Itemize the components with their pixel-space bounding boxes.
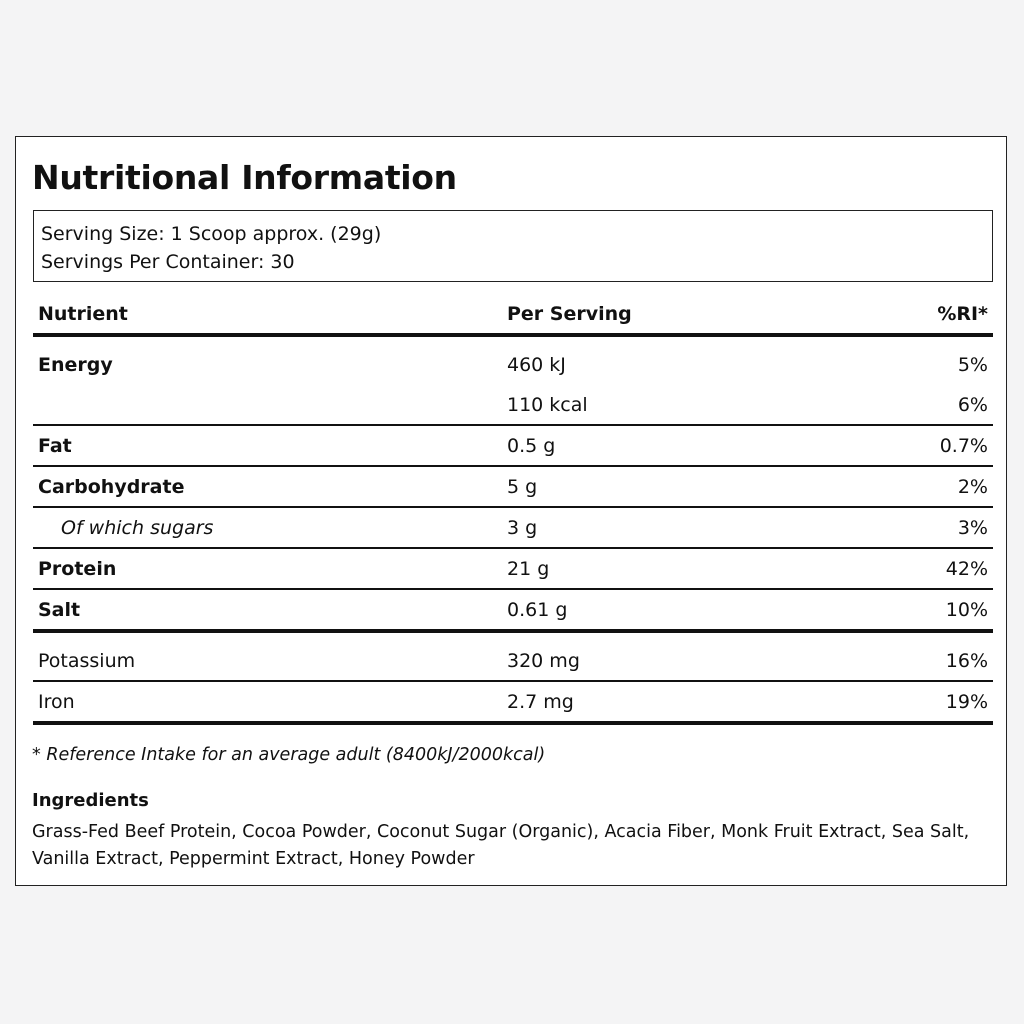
reference-intake-footnote: * Reference Intake for an average adult (8400kJ/2000kcal) [32,745,546,765]
table-bottom-divider [33,721,993,725]
nutrition-panel [15,136,1007,886]
row-divider [33,547,993,549]
per-serving-value: 0.61 g [507,599,568,621]
header-ri: %RI* [937,303,988,325]
row-divider [33,424,993,426]
header-nutrient: Nutrient [38,303,128,325]
per-serving-value: 21 g [507,558,550,580]
section-divider [33,629,993,633]
ri-value: 3% [957,517,988,539]
nutrient-name: Carbohydrate [38,476,185,498]
ingredients-heading: Ingredients [32,790,149,811]
per-serving-value: 3 g [507,517,538,539]
per-serving-value: 2.7 mg [507,691,574,713]
nutrient-name: Salt [38,599,81,621]
ri-value: 19% [945,691,988,713]
per-serving-value: 110 kcal [507,394,588,416]
row-divider [33,588,993,590]
row-divider [33,465,993,467]
row-divider [33,680,993,682]
per-serving-value: 5 g [507,476,538,498]
ri-value: 6% [957,394,988,416]
nutrient-name: Potassium [38,650,136,672]
row-divider [33,506,993,508]
serving-info-box [33,210,993,282]
ri-value: 0.7% [939,435,988,457]
nutrient-name: Iron [38,691,75,713]
serving-size: Serving Size: 1 Scoop approx. (29g) [41,223,382,245]
ri-value: 2% [957,476,988,498]
ri-value: 10% [945,599,988,621]
per-serving-value: 320 mg [507,650,580,672]
ingredients-text: Grass-Fed Beef Protein, Cocoa Powder, Coconut Sugar (Organic), Acacia Fiber, Monk Fruit Extract, Sea Salt, Vanilla Extract, Peppermint Extract, Honey Powder [32,822,970,869]
per-serving-value: 460 kJ [507,354,566,376]
header-per-serving: Per Serving [507,303,632,325]
nutrient-name: Protein [38,558,117,580]
ri-value: 5% [957,354,988,376]
nutrient-name: Energy [38,354,113,376]
nutrient-name: Fat [38,435,72,457]
ri-value: 16% [945,650,988,672]
nutrient-name: Of which sugars [61,517,214,539]
page-title: Nutritional Information [32,158,457,197]
servings-per-container: Servings Per Container: 30 [41,251,295,273]
ri-value: 42% [945,558,988,580]
per-serving-value: 0.5 g [507,435,556,457]
header-divider [33,333,993,337]
